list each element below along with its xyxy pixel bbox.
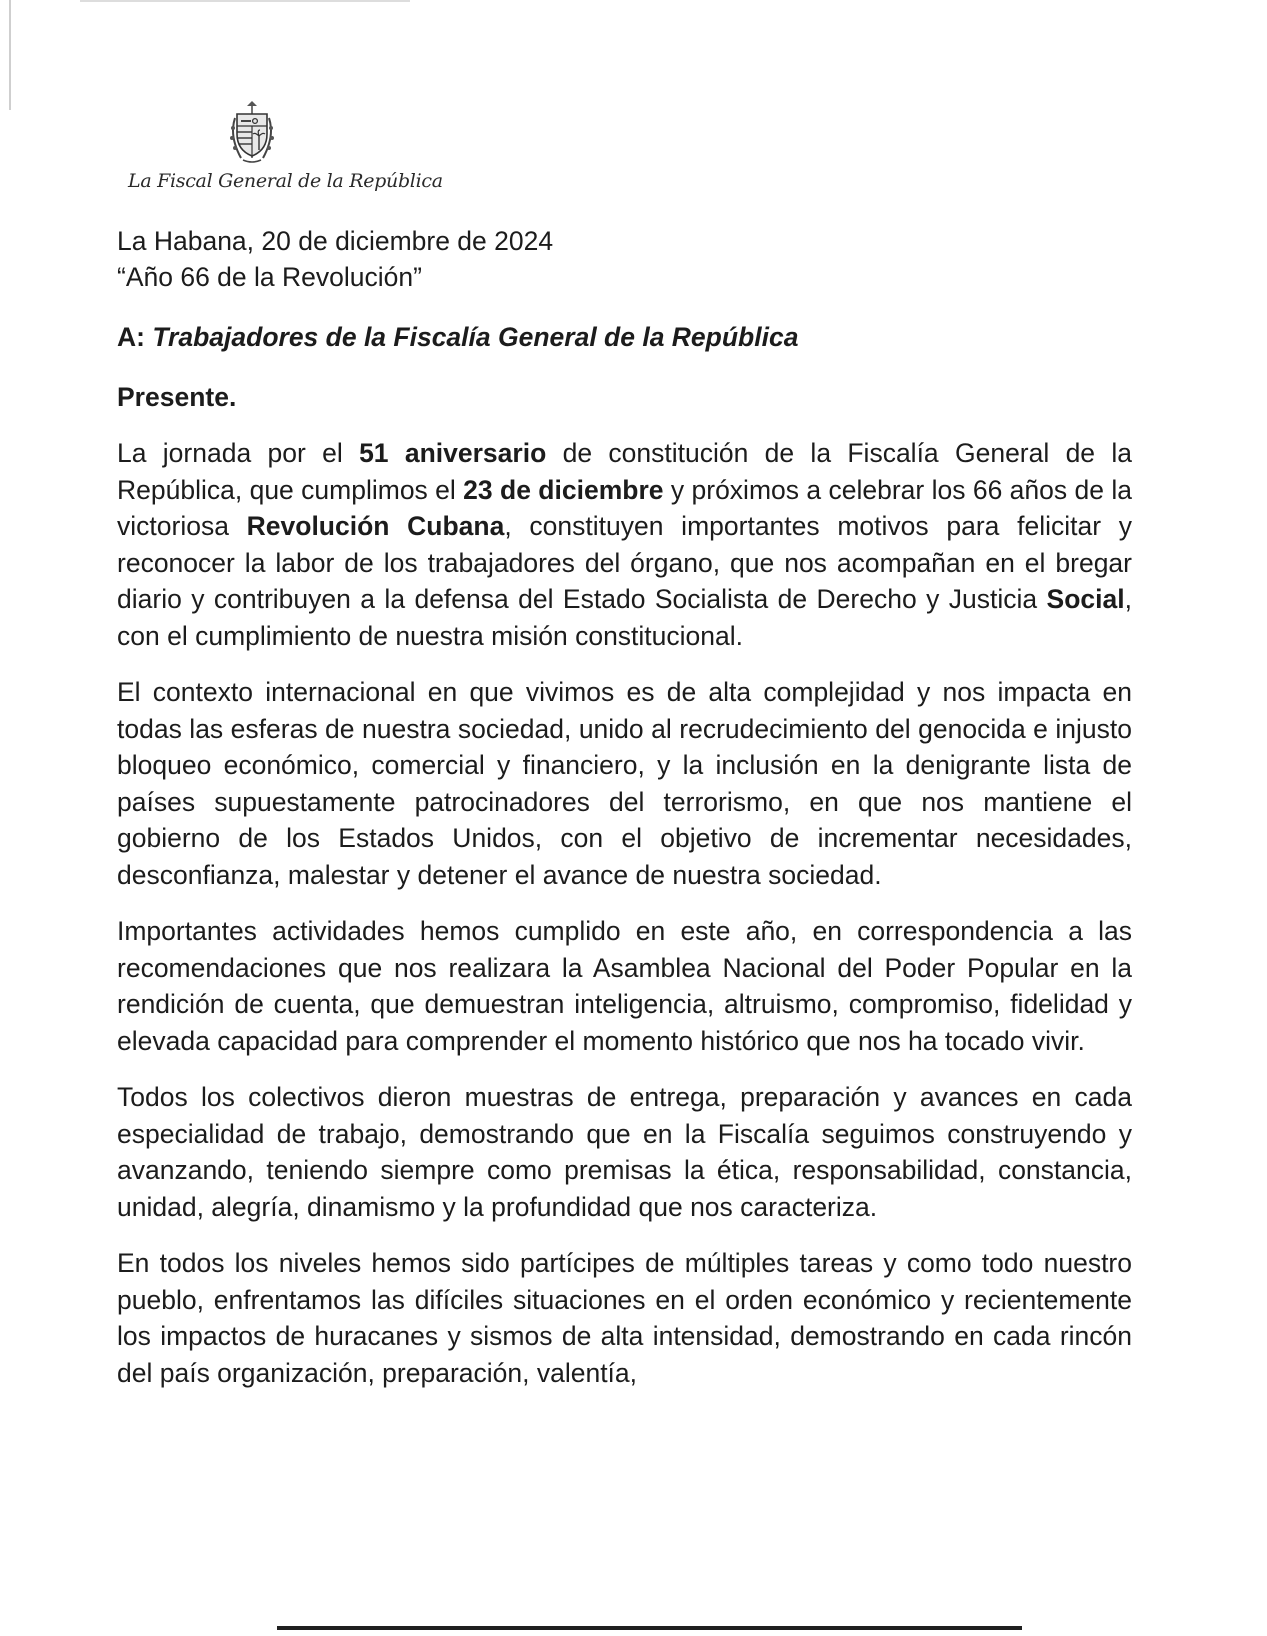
coat-of-arms-icon bbox=[227, 100, 277, 166]
text-run: La jornada por el bbox=[117, 438, 360, 468]
bold-run: Revolución Cubana bbox=[246, 511, 505, 541]
text-run: de constitución de la Fiscalía General de la República, que cumplimos el bbox=[117, 438, 1132, 505]
paragraph-4: Todos los colectivos dieron muestras de entrega, preparación y avances en cada especialidad de trabajo, demostrando que en la Fiscalía seguimos construyendo y avanzando, teniendo siempre como premisas la ética, responsabilidad, constancia, unidad, alegría, dinamismo y la profundidad que nos caracteriza. bbox=[117, 1082, 1132, 1222]
letterhead bbox=[128, 100, 443, 200]
paragraph-2: El contexto internacional en que vivimos es de alta complejidad y nos impacta en todas las esferas de nuestra sociedad, unido al recrudecimiento del genocida e injusto bloqueo económico, comercial y financiero, y la inclusión en la denigrante lista de países supuestamente patrocinadores del terrorismo, en que nos mantiene el gobierno de los Estados Unidos, con el objetivo de incrementar necesidades, desconfianza, malestar y detener el avance de nuestra sociedad. bbox=[117, 677, 1132, 890]
text-run: , constituyen importantes motivos para felicitar y reconocer la labor de los trabajadores del órgano, que nos acompañan en el bregar diario y contribuyen a la defensa del Estado Socialista de Derecho y Justicia bbox=[117, 511, 1132, 614]
recipient-prefix: A: bbox=[117, 322, 145, 352]
recipient-line bbox=[117, 319, 1132, 355]
recipient-name: Trabajadores de la Fiscalía General de la República bbox=[152, 322, 799, 352]
bold-run: Social bbox=[1046, 584, 1125, 614]
text-run: y próximos a celebrar los 66 años de la victoriosa bbox=[117, 474, 1132, 541]
dateline bbox=[117, 223, 1132, 295]
place-date: La Habana, 20 de diciembre de 2024 bbox=[117, 226, 554, 256]
letterhead-title: La Fiscal General de la República bbox=[128, 170, 443, 192]
page-edge-top bbox=[80, 0, 410, 2]
bottom-rule bbox=[277, 1626, 1022, 1630]
letter-body bbox=[117, 223, 1132, 1411]
year-motto: “Año 66 de la Revolución” bbox=[117, 262, 422, 292]
paragraph-5: En todos los niveles hemos sido partícipes de múltiples tareas y como todo nuestro pueblo, enfrentamos las difíciles situaciones en el orden económico y recientemente los impactos de huracanes y sismos de alta intensidad, demostrando en cada rincón del país organización, preparación, valentía, bbox=[117, 1248, 1132, 1388]
text-run: , con el cumplimiento de nuestra misión constitucional. bbox=[117, 584, 1132, 651]
page-edge bbox=[9, 0, 11, 110]
bold-run: 51 aniversario bbox=[359, 438, 547, 468]
paragraph-3: Importantes actividades hemos cumplido en este año, en correspondencia a las recomendaciones que nos realizara la Asamblea Nacional del Poder Popular en la rendición de cuenta, que demuestran inteligencia, altruismo, compromiso, fidelidad y elevada capacidad para comprender el momento histórico que nos ha tocado vivir. bbox=[117, 916, 1132, 1056]
bold-run: 23 de diciembre bbox=[463, 474, 664, 505]
paragraph-1 bbox=[117, 435, 1132, 654]
salutation: Presente. bbox=[117, 382, 237, 412]
